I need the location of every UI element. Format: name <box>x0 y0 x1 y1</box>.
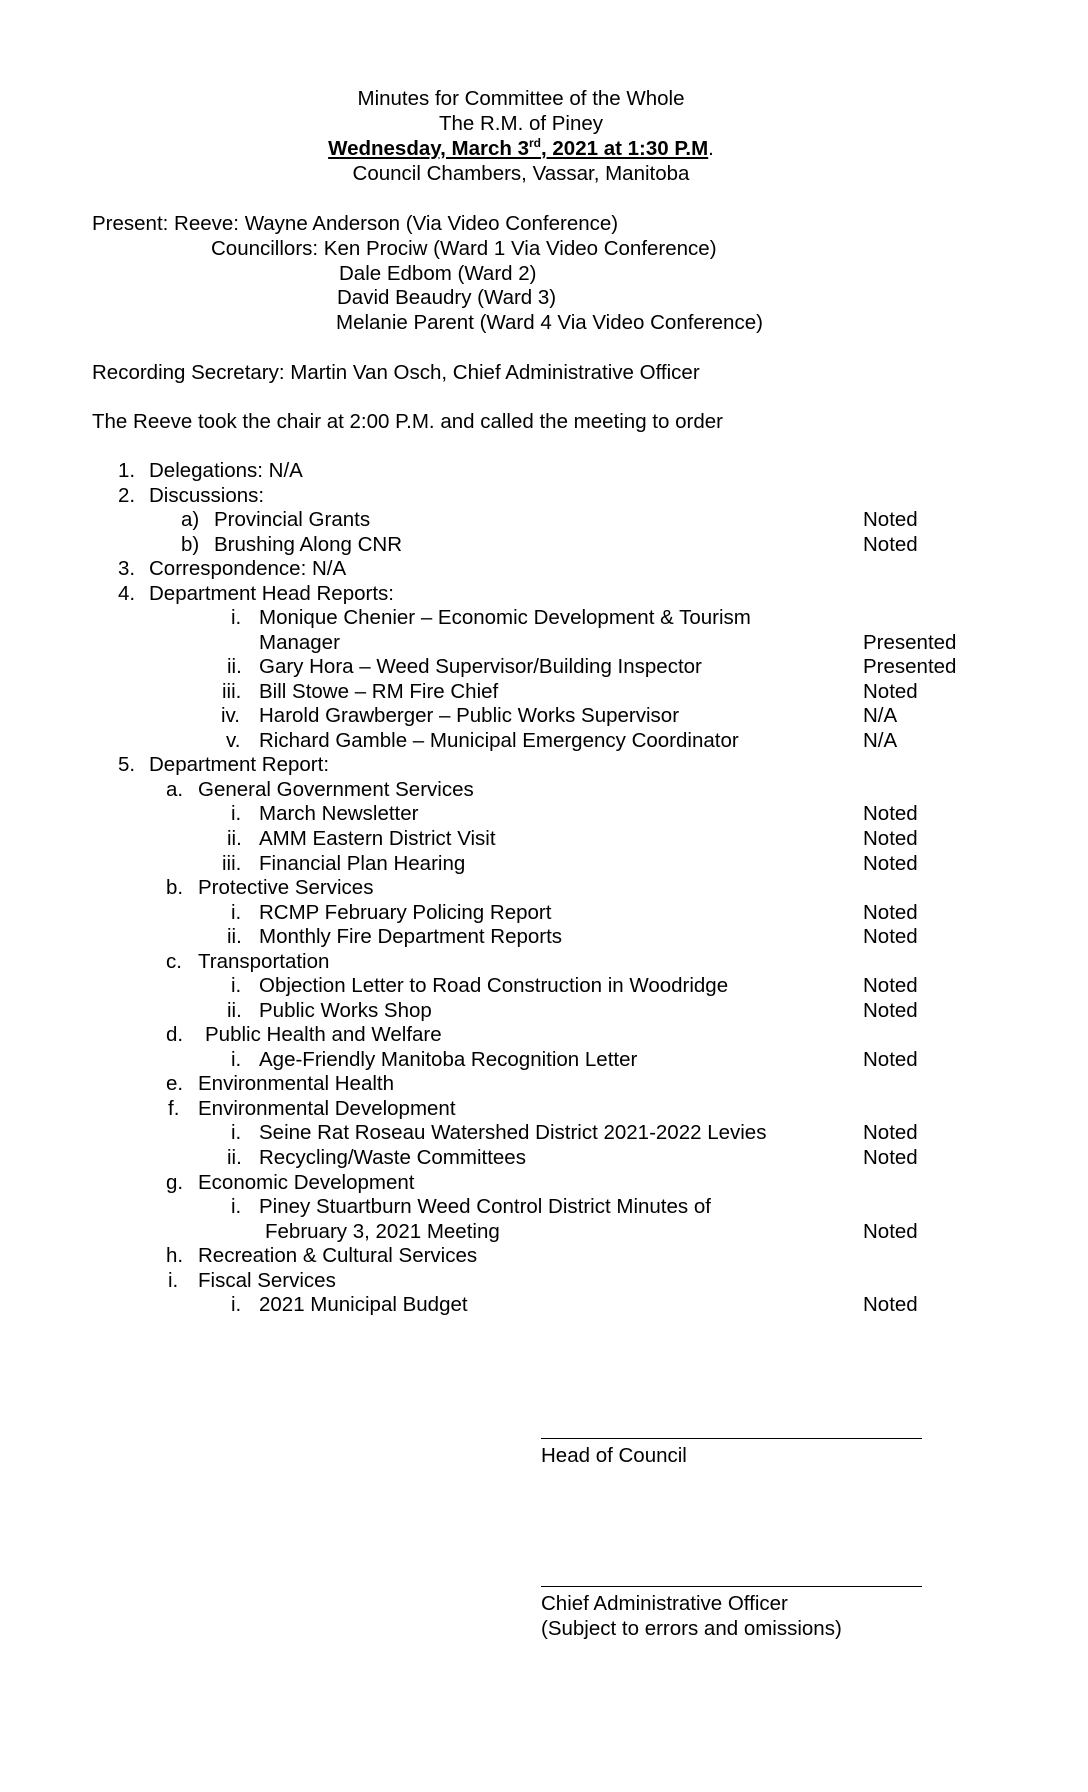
item-status: Noted <box>863 680 918 703</box>
item-text: Department Report: <box>149 753 330 776</box>
item-marker: i. <box>231 1293 242 1316</box>
item-text: Financial Plan Hearing <box>259 852 466 875</box>
item-marker: c. <box>166 950 182 973</box>
item-text: Fiscal Services <box>198 1269 336 1292</box>
meeting-date-line <box>0 136 1088 161</box>
item-marker: i. <box>231 606 242 629</box>
item-text: Seine Rat Roseau Watershed District 2021-2022 Levies <box>259 1121 767 1144</box>
item-status: Noted <box>863 827 918 850</box>
item-status: Noted <box>863 852 918 875</box>
document-title: Minutes for Committee of the Whole <box>357 87 685 110</box>
item-text: Richard Gamble – Municipal Emergency Coordinator <box>259 729 739 752</box>
item-marker: i. <box>231 1195 242 1218</box>
item-text: Public Works Shop <box>259 999 432 1022</box>
cao-signature-line <box>541 1586 922 1587</box>
item-text: Piney Stuartburn Weed Control District Minutes of <box>259 1195 711 1218</box>
item-marker: i. <box>231 802 242 825</box>
item-text: February 3, 2021 Meeting <box>265 1220 500 1243</box>
item-status: Noted <box>863 1220 918 1243</box>
item-status: Noted <box>863 999 918 1022</box>
item-text: Monique Chenier – Economic Development & Tourism <box>259 606 751 629</box>
item-marker: ii. <box>227 1146 242 1169</box>
item-status: Noted <box>863 1146 918 1169</box>
item-status: Noted <box>863 974 918 997</box>
item-marker: iv. <box>221 704 240 727</box>
item-text: Recycling/Waste Committees <box>259 1146 526 1169</box>
councillor-ward-3: David Beaudry (Ward 3) <box>337 286 557 309</box>
item-status: Noted <box>863 508 918 531</box>
item-marker: iii. <box>222 680 242 703</box>
call-to-order: The Reeve took the chair at 2:00 P.M. and called the meeting to order <box>92 410 723 433</box>
item-text: Age-Friendly Manitoba Recognition Letter <box>259 1048 638 1071</box>
item-status: Presented <box>863 655 957 678</box>
item-text: Objection Letter to Road Construction in Woodridge <box>259 974 729 997</box>
item-status: Noted <box>863 533 918 556</box>
item-marker: d. <box>166 1023 184 1046</box>
item-status: N/A <box>863 729 898 752</box>
item-status: Noted <box>863 901 918 924</box>
item-marker: 3. <box>118 557 136 580</box>
meeting-date <box>328 137 708 160</box>
present-reeve: Present: Reeve: Wayne Anderson (Via Video Conference) <box>92 212 619 235</box>
cao-label: Chief Administrative Officer <box>541 1592 788 1615</box>
item-text: Economic Development <box>198 1171 415 1194</box>
item-text: Environmental Health <box>198 1072 394 1095</box>
item-marker: v. <box>226 729 241 752</box>
item-text: Gary Hora – Weed Supervisor/Building Inspector <box>259 655 702 678</box>
errors-disclaimer: (Subject to errors and omissions) <box>541 1617 842 1640</box>
head-of-council-signature-line <box>541 1438 922 1439</box>
item-text: Department Head Reports: <box>149 582 394 605</box>
councillors-line: Councillors: Ken Prociw (Ward 1 Via Video Conference) <box>211 237 717 260</box>
item-marker: 2. <box>118 484 136 507</box>
item-text: Monthly Fire Department Reports <box>259 925 563 948</box>
item-marker: i. <box>168 1269 179 1292</box>
item-marker: 5. <box>118 753 136 776</box>
item-marker: i. <box>231 974 242 997</box>
item-text: Provincial Grants <box>214 508 371 531</box>
item-status: Noted <box>863 1048 918 1071</box>
item-text: March Newsletter <box>259 802 419 825</box>
item-text: Harold Grawberger – Public Works Supervisor <box>259 704 680 727</box>
item-marker: iii. <box>222 852 242 875</box>
item-text: Delegations: N/A <box>149 459 303 482</box>
item-text: Brushing Along CNR <box>214 533 403 556</box>
head-of-council-label: Head of Council <box>541 1444 687 1467</box>
item-text: 2021 Municipal Budget <box>259 1293 468 1316</box>
meeting-date-rest: , 2021 at 1:30 P.M <box>541 137 709 160</box>
item-marker: a. <box>166 778 184 801</box>
item-status: Noted <box>863 802 918 825</box>
item-status: N/A <box>863 704 898 727</box>
item-marker: f. <box>168 1097 180 1120</box>
item-marker: 1. <box>118 459 136 482</box>
meeting-date-period: . <box>708 137 714 160</box>
item-marker: e. <box>166 1072 184 1095</box>
item-marker: i. <box>231 1048 242 1071</box>
councillor-ward-2: Dale Edbom (Ward 2) <box>339 262 537 285</box>
item-text: General Government Services <box>198 778 474 801</box>
item-status: Noted <box>863 1293 918 1316</box>
item-text: Protective Services <box>198 876 374 899</box>
item-text: Recreation & Cultural Services <box>198 1244 478 1267</box>
item-marker: ii. <box>227 925 242 948</box>
meeting-date-suffix: rd <box>529 136 542 151</box>
item-marker: ii. <box>227 827 242 850</box>
municipality-name: The R.M. of Piney <box>438 112 604 135</box>
item-marker: b) <box>181 533 200 556</box>
item-marker: 4. <box>118 582 136 605</box>
item-marker: ii. <box>227 999 242 1022</box>
item-text: Public Health and Welfare <box>205 1023 442 1046</box>
item-text: Transportation <box>198 950 330 973</box>
item-status: Noted <box>863 1121 918 1144</box>
item-status: Presented <box>863 631 957 654</box>
recording-secretary: Recording Secretary: Martin Van Osch, Chief Administrative Officer <box>92 361 700 384</box>
meeting-location: Council Chambers, Vassar, Manitoba <box>352 162 690 185</box>
item-marker: a) <box>181 508 200 531</box>
item-marker: h. <box>166 1244 184 1267</box>
item-text: Manager <box>259 631 340 654</box>
item-text: Bill Stowe – RM Fire Chief <box>259 680 499 703</box>
item-marker: i. <box>231 1121 242 1144</box>
document-header <box>0 86 1088 186</box>
councillor-ward-4: Melanie Parent (Ward 4 Via Video Conference) <box>336 311 763 334</box>
item-text: Discussions: <box>149 484 265 507</box>
item-text: AMM Eastern District Visit <box>259 827 496 850</box>
item-status: Noted <box>863 925 918 948</box>
meeting-date-prefix: Wednesday, March 3 <box>328 137 530 160</box>
item-text: Correspondence: N/A <box>149 557 347 580</box>
item-text: Environmental Development <box>198 1097 456 1120</box>
item-marker: i. <box>231 901 242 924</box>
item-text: RCMP February Policing Report <box>259 901 552 924</box>
item-marker: b. <box>166 876 184 899</box>
item-marker: ii. <box>227 655 242 678</box>
item-marker: g. <box>166 1171 184 1194</box>
